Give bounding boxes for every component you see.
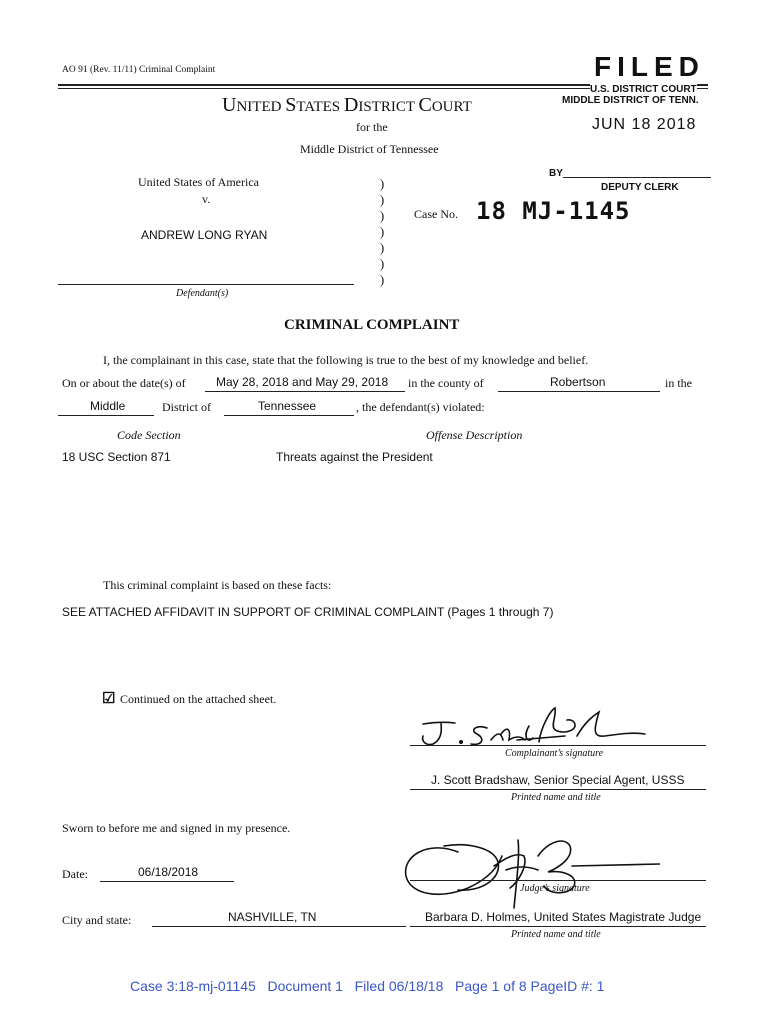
- division-underline: [58, 415, 154, 416]
- date-underline: [100, 881, 234, 882]
- state-underline: [224, 415, 354, 416]
- city-state-underline: [152, 926, 406, 927]
- defendant-name: ANDREW LONG RYAN: [141, 228, 268, 242]
- complainant-name-line: [410, 789, 706, 790]
- sworn-text: Sworn to before me and signed in my presence.: [62, 821, 291, 835]
- stamp-by-line: [563, 177, 711, 178]
- facts-text: SEE ATTACHED AFFIDAVIT IN SUPPORT OF CRIMINAL COMPLAINT (Pages 1 through 7): [62, 605, 554, 619]
- city-state-label: City and state:: [62, 913, 132, 927]
- stamp-clerk: DEPUTY CLERK: [601, 182, 679, 193]
- court-title: UNITED STATES DISTRICT COURT: [222, 94, 472, 116]
- date-label: Date:: [62, 867, 88, 881]
- stamp-district: MIDDLE DISTRICT OF TENN.: [562, 95, 699, 106]
- facts-label: This criminal complaint is based on these facts:: [103, 578, 332, 592]
- code-section-value: 18 USC Section 871: [62, 450, 171, 464]
- judge-name-title: Barbara D. Holmes, United States Magistrate Judge: [425, 910, 702, 924]
- judge-signature-image: [398, 826, 660, 912]
- judge-signature-line: [410, 880, 706, 881]
- continued-checkbox: ☑: [102, 691, 116, 707]
- defendant-line: [58, 284, 354, 285]
- complainant-name-title: J. Scott Bradshaw, Senior Special Agent, USSS: [431, 773, 685, 787]
- code-section-header: Code Section: [117, 428, 181, 442]
- stamp-by: BY: [549, 168, 563, 179]
- stamp-court: U.S. DISTRICT COURT: [590, 84, 697, 95]
- offense-description-value: Threats against the President: [276, 450, 433, 464]
- city-state-value: NASHVILLE, TN: [228, 910, 317, 924]
- date-value: 06/18/2018: [138, 865, 199, 879]
- judge-signature-label: Judge’s signature: [520, 883, 590, 894]
- court-district: Middle District of Tennessee: [300, 142, 439, 156]
- defendant-label: Defendant(s): [176, 288, 229, 299]
- continued-text: Continued on the attached sheet.: [120, 692, 277, 706]
- complainant-signature-label: Complainant’s signature: [505, 748, 604, 759]
- county-underline: [498, 391, 660, 392]
- stamp-filed: FILED: [594, 51, 705, 82]
- form-header: AO 91 (Rev. 11/11) Criminal Complaint: [62, 65, 216, 75]
- violated-suffix: , the defendant(s) violated:: [356, 400, 485, 414]
- in-the: in the: [665, 376, 692, 390]
- plaintiff-name: United States of America: [138, 175, 259, 189]
- versus: v.: [202, 192, 211, 206]
- stamp-date: JUN 18 2018: [592, 116, 697, 133]
- complainant-printed-label: Printed name and title: [511, 792, 601, 803]
- case-no-label: Case No.: [414, 207, 458, 221]
- state-value: Tennessee: [258, 399, 317, 413]
- dates-value: May 28, 2018 and May 29, 2018: [216, 375, 389, 389]
- complainant-signature-line: [410, 745, 706, 746]
- division-value: Middle: [90, 399, 126, 413]
- judge-name-line: [410, 926, 706, 927]
- case-footer: Case 3:18-mj-01145 Document 1 Filed 06/18/18 Page 1 of 8 PageID #: 1: [130, 978, 605, 994]
- dates-underline: [205, 391, 405, 392]
- dates-prefix: On or about the date(s) of: [62, 376, 186, 390]
- court-for-the: for the: [356, 120, 388, 134]
- complaint-title: CRIMINAL COMPLAINT: [284, 317, 460, 333]
- offense-description-header: Offense Description: [426, 428, 523, 442]
- intro-text: I, the complainant in this case, state that the following is true to the best of my knowledge and belief.: [103, 353, 589, 367]
- county-label: in the county of: [408, 376, 484, 390]
- case-no-value: 18 MJ-1145: [476, 197, 631, 225]
- judge-printed-label: Printed name and title: [511, 929, 601, 940]
- county-value: Robertson: [550, 375, 606, 389]
- district-of: District of: [162, 400, 211, 414]
